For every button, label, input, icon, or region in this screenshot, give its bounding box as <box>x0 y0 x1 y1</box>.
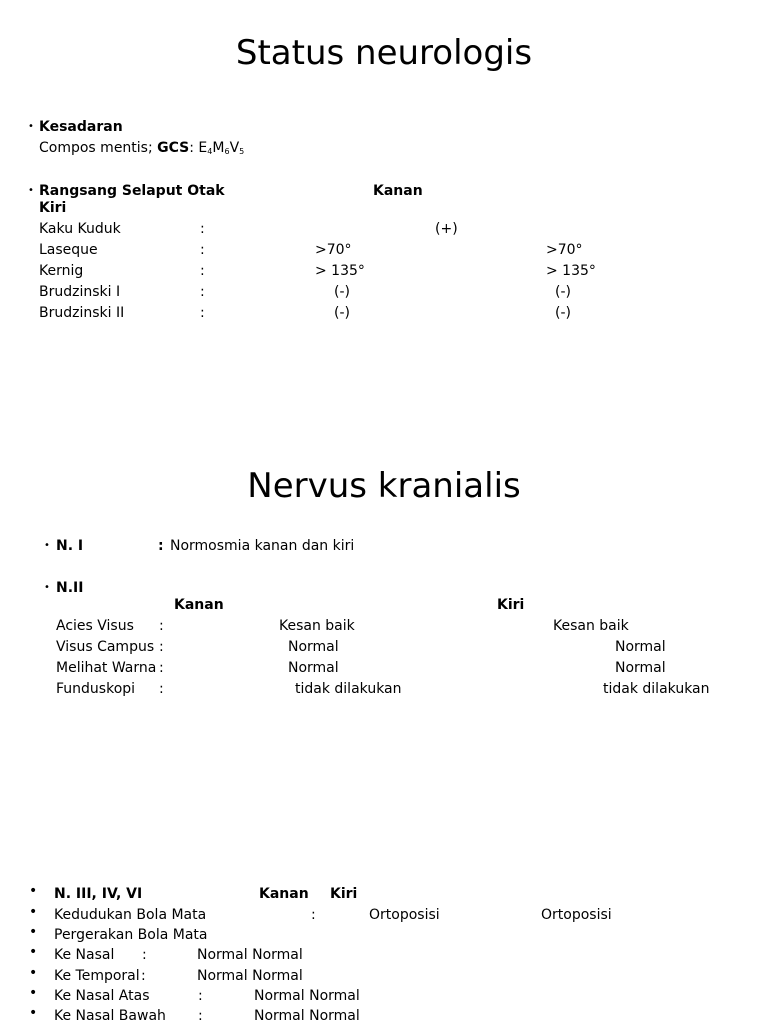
n2-kanan-header: Kanan <box>174 597 224 613</box>
n3-row-kanan: Ortoposisi <box>369 907 440 923</box>
n3-kiri-header: Kiri <box>330 886 358 902</box>
n3-row-label: Ke Temporal <box>54 968 140 984</box>
kesadaran-line <box>39 139 244 161</box>
rso-row-kanan: (-) <box>334 305 350 321</box>
n3-row-colon: : <box>198 988 203 1004</box>
rso-kanan-header: Kanan <box>373 183 423 199</box>
n2-row-kanan: Normal <box>288 660 339 676</box>
n2-row-kiri: Normal <box>615 660 666 676</box>
rso-row-colon: : <box>200 221 205 237</box>
n2-row-kanan: tidak dilakukan <box>295 681 402 697</box>
bullet: • <box>29 924 38 940</box>
bullet: • <box>29 985 38 1001</box>
n2-label: N.II <box>56 580 84 596</box>
n1-colon: : <box>158 538 164 554</box>
n2-row-label: Melihat Warna <box>56 660 157 676</box>
rso-kiri-header: Kiri <box>39 200 67 216</box>
n2-row-colon: : <box>159 660 164 676</box>
rso-row-kiri: > 135° <box>546 263 596 279</box>
rso-row-kiri: (-) <box>555 305 571 321</box>
slide-title-status-neurologis: Status neurologis <box>235 33 533 73</box>
rso-row-colon: : <box>200 263 205 279</box>
n3-row-label: Ke Nasal <box>54 947 115 963</box>
n2-row-label: Funduskopi <box>56 681 136 697</box>
n3-row-colon: : <box>142 947 147 963</box>
gcs-v-score: 5 <box>239 147 245 156</box>
n3-row-colon: : <box>141 968 146 984</box>
rso-row-label: Kernig <box>39 263 84 279</box>
n2-row-label: Acies Visus <box>56 618 134 634</box>
n2-row-colon: : <box>159 618 164 634</box>
n3-row-label: Kedudukan Bola Mata <box>54 907 207 923</box>
bullet: • <box>29 1005 38 1021</box>
n2-row-kiri: Kesan baik <box>553 618 629 634</box>
kesadaran-prefix: Compos mentis; <box>39 140 158 156</box>
rso-row-kanan: >70° <box>315 242 352 258</box>
n3-row-kiri: Ortoposisi <box>541 907 612 923</box>
bullet: • <box>29 904 38 920</box>
gcs-m-score: 6 <box>224 147 230 156</box>
rso-row-colon: : <box>200 284 205 300</box>
n3-kanan-header: Kanan <box>259 886 309 902</box>
gcs-label: GCS <box>157 140 190 156</box>
n3-row-label: Pergerakan Bola Mata <box>54 927 208 943</box>
rso-row-value: (+) <box>435 221 458 237</box>
bullet: • <box>29 965 38 981</box>
rso-row-kanan: (-) <box>334 284 350 300</box>
n3-row-label: Ke Nasal Atas <box>54 988 150 1004</box>
n2-row-kiri: tidak dilakukan <box>603 681 710 697</box>
n3-heading: N. III, IV, VI <box>54 886 143 902</box>
n3-row-values: Normal Normal <box>254 988 360 1004</box>
gcs-v: V <box>229 140 240 156</box>
n3-row-values: Normal Normal <box>197 968 303 984</box>
rso-row-kanan: > 135° <box>315 263 365 279</box>
n1-value: Normosmia kanan dan kiri <box>170 538 355 554</box>
n3-row-label: Ke Nasal Bawah <box>54 1008 166 1024</box>
rso-row-kiri: (-) <box>555 284 571 300</box>
bullet: • <box>29 944 38 960</box>
n3-row-values: Normal Normal <box>254 1008 360 1024</box>
n2-row-kanan: Kesan baik <box>279 618 355 634</box>
rso-row-colon: : <box>200 305 205 321</box>
n3-row-colon: : <box>311 907 316 923</box>
rso-row-label: Laseque <box>39 242 98 258</box>
n2-row-colon: : <box>159 681 164 697</box>
kesadaran-heading: Kesadaran <box>39 119 123 135</box>
n2-kiri-header: Kiri <box>497 597 525 613</box>
rso-heading: Rangsang Selaput Otak <box>39 183 225 199</box>
n2-row-colon: : <box>159 639 164 655</box>
bullet: • <box>28 185 34 196</box>
n2-row-kanan: Normal <box>288 639 339 655</box>
n3-row-values: Normal Normal <box>197 947 303 963</box>
rso-row-label: Brudzinski I <box>39 284 121 300</box>
n1-label: N. I <box>56 538 84 554</box>
rso-row-label: Kaku Kuduk <box>39 221 121 237</box>
bullet: • <box>29 883 38 899</box>
rso-row-kiri: >70° <box>546 242 583 258</box>
bullet: • <box>44 582 50 593</box>
n3-row-colon: : <box>198 1008 203 1024</box>
rso-row-label: Brudzinski II <box>39 305 125 321</box>
gcs-separator: : <box>189 140 199 156</box>
gcs-m: M <box>212 140 225 156</box>
bullet: • <box>28 121 34 132</box>
n2-row-kiri: Normal <box>615 639 666 655</box>
n2-row-label: Visus Campus <box>56 639 155 655</box>
gcs-e: E <box>198 140 208 156</box>
gcs-e-score: 4 <box>207 147 213 156</box>
slide-title-nervus-kranialis: Nervus kranialis <box>247 466 521 506</box>
bullet: • <box>44 540 50 551</box>
rso-row-colon: : <box>200 242 205 258</box>
